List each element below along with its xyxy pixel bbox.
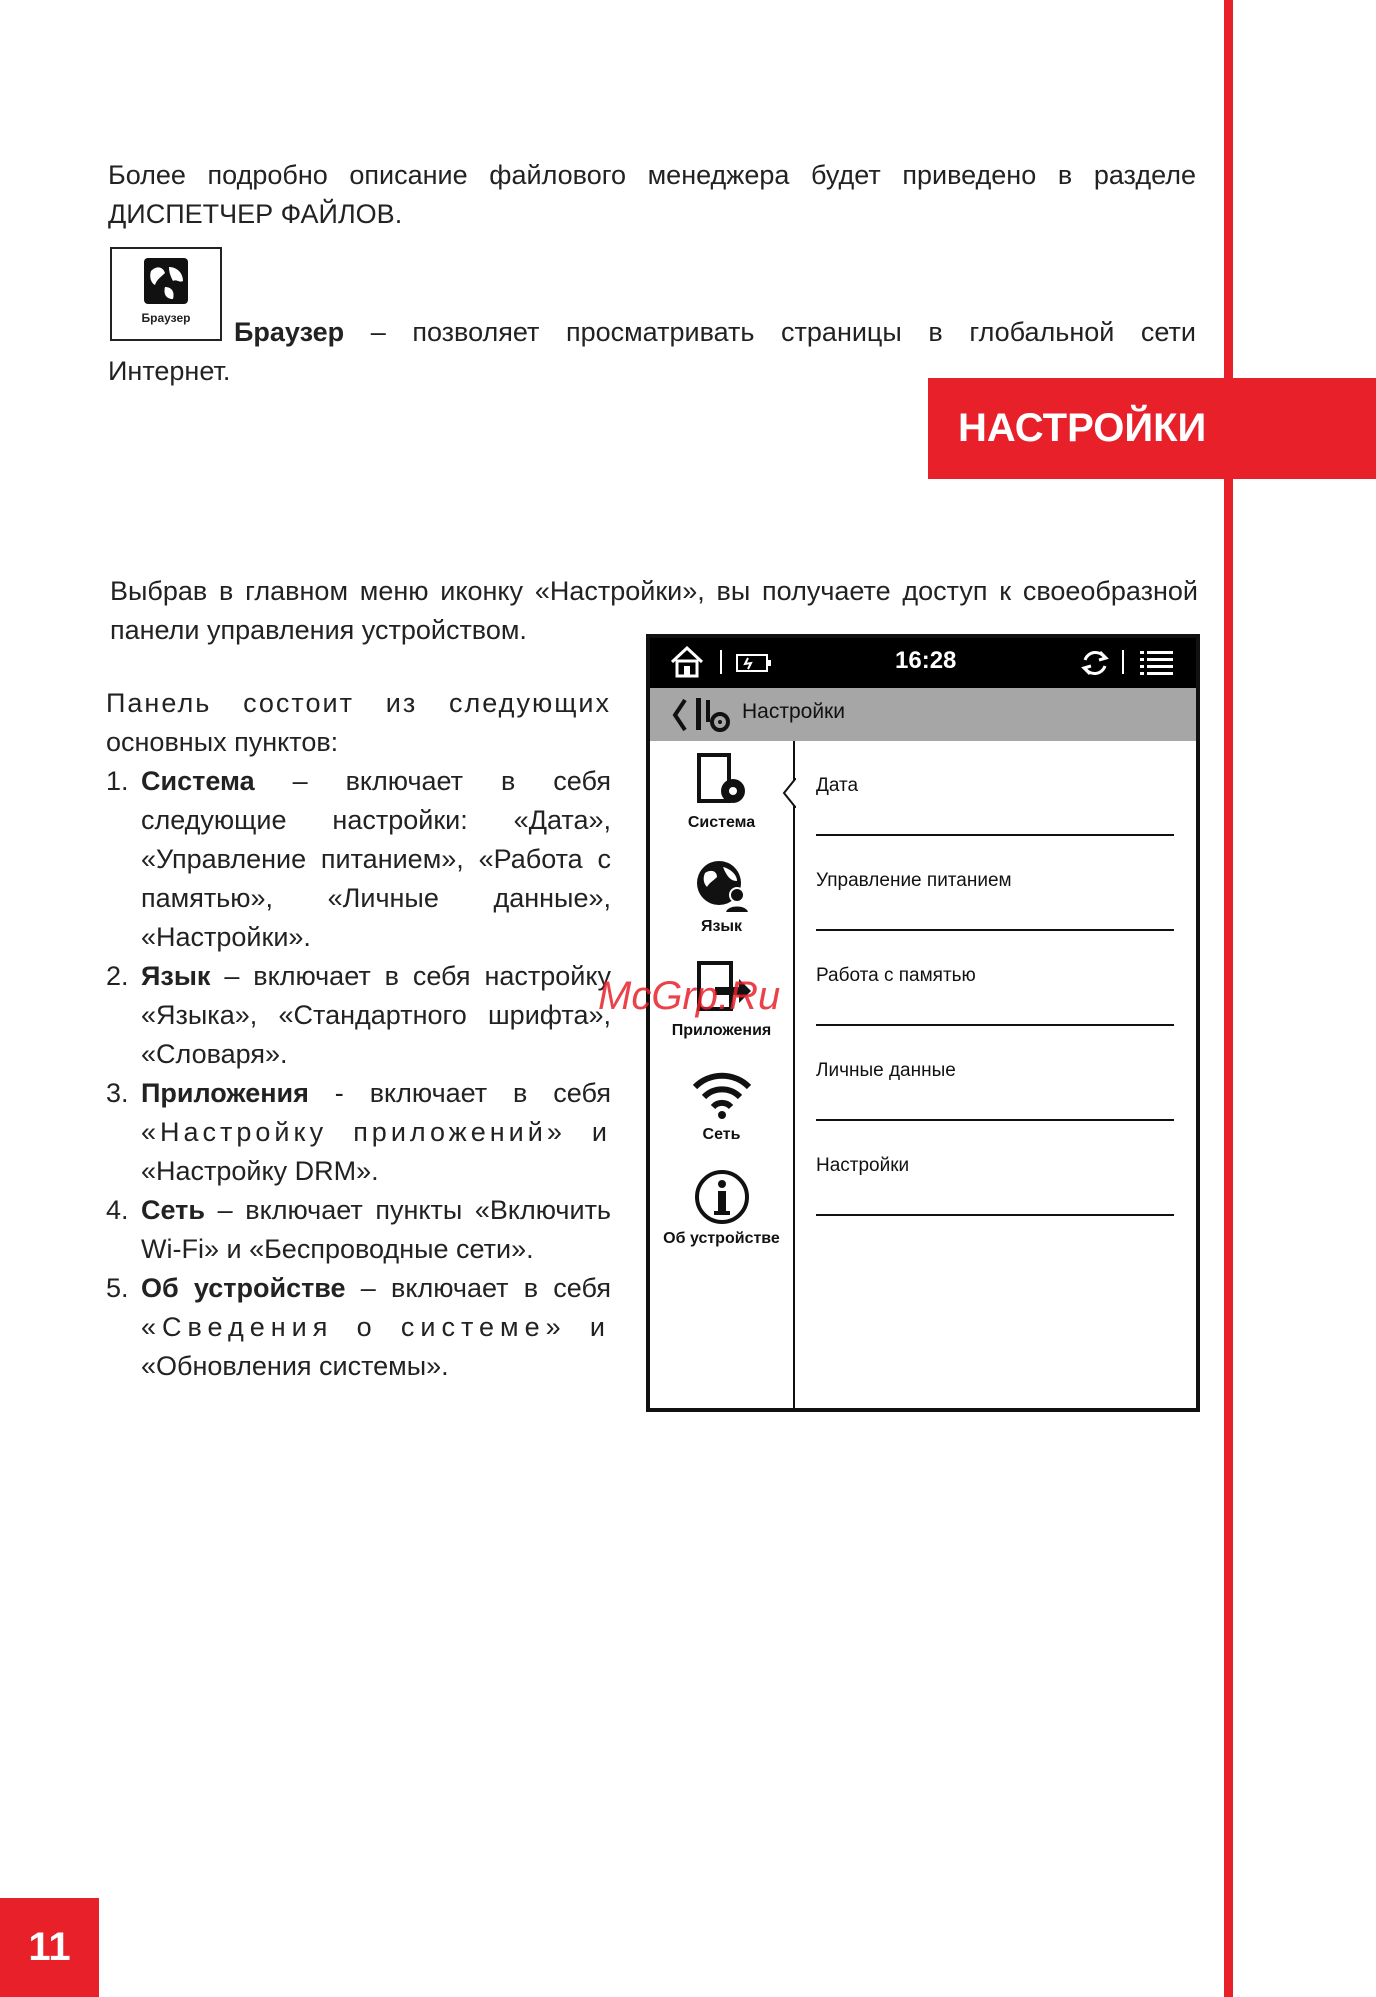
sidebar-item-language[interactable] [650, 857, 793, 936]
list-item-text: «Словаря». [141, 1039, 288, 1069]
list-item-text: следующие настройки: «Дата», [141, 805, 611, 835]
app-export-icon [691, 961, 753, 1017]
home-icon[interactable] [670, 646, 704, 678]
row-label: Дата [816, 775, 859, 796]
intro-paragraph [108, 156, 1196, 234]
settings-rows [816, 741, 1174, 1216]
list-item-title: Язык [141, 961, 211, 991]
row-label: Работа с памятью [816, 965, 976, 986]
settings-row-personal[interactable] [816, 1026, 1174, 1121]
settings-row-settings[interactable] [816, 1121, 1174, 1216]
list-item [106, 1191, 611, 1269]
status-time: 16:28 [895, 647, 957, 674]
section-title: НАСТРОЙКИ [958, 406, 1207, 450]
sidebar-item-label: Язык [700, 918, 743, 935]
list-item-text: «Настройку приложений» и [141, 1117, 611, 1147]
list-item-text: – включает в себя [254, 766, 611, 796]
settings-intro-line-1: Выбрав в главном меню иконку «Настройки», вы получаете доступ к своеобразной [110, 576, 1198, 606]
list-item-text: «Обновления системы». [141, 1351, 449, 1381]
settings-tools-icon [692, 696, 732, 734]
settings-row-date[interactable] [816, 741, 1174, 836]
settings-intro-line-2: панели управления устройством. [110, 615, 527, 645]
list-item [106, 762, 611, 957]
tablet-gear-icon [691, 753, 753, 809]
list-number: 2. [106, 961, 129, 991]
panel-intro [106, 684, 611, 762]
watermark: McGrp.Ru [598, 974, 781, 1018]
browser-icon-label: Браузер [141, 311, 191, 325]
divider [1122, 650, 1124, 674]
sidebar-item-system[interactable] [650, 753, 793, 832]
menu-list-icon[interactable] [1140, 649, 1174, 677]
list-item-title: Система [141, 766, 255, 796]
red-vertical-rule [1224, 0, 1233, 1997]
sidebar-item-label: Сеть [702, 1126, 741, 1143]
back-icon[interactable] [672, 698, 688, 732]
list-item [106, 1269, 611, 1386]
device-screenshot [646, 634, 1200, 1412]
sidebar-item-label: Приложения [671, 1022, 772, 1039]
list-item [106, 1074, 611, 1191]
list-item-text: «Сведения о системе» и [141, 1312, 611, 1342]
wifi-icon [691, 1065, 753, 1121]
settings-list [106, 762, 611, 1386]
settings-sidebar [650, 741, 795, 1408]
globe-icon [143, 257, 189, 305]
section-banner [928, 378, 1376, 479]
list-item-text: – включает в себя настройку [210, 961, 611, 991]
title-bar [650, 688, 1196, 741]
settings-row-power[interactable] [816, 836, 1174, 931]
status-bar [650, 638, 1196, 688]
list-item-text: – включает в себя [345, 1273, 611, 1303]
list-number: 1. [106, 766, 129, 796]
list-item-title: Приложения [141, 1078, 309, 1108]
list-item-text: Wi-Fi» и «Беспроводные сети». [141, 1234, 534, 1264]
list-item-text: «Управление питанием», «Работа с [141, 844, 611, 874]
panel-intro-line-2: основных пунктов: [106, 727, 339, 757]
list-item-text: памятью», «Личные данные», [141, 883, 611, 913]
sidebar-item-label: Система [687, 814, 756, 831]
list-number: 3. [106, 1078, 129, 1108]
list-item-text: - включает в себя [308, 1078, 611, 1108]
row-label: Настройки [816, 1155, 910, 1176]
row-label: Личные данные [816, 1060, 956, 1081]
list-number: 4. [106, 1195, 129, 1225]
list-item-text: – включает пункты «Включить [204, 1195, 611, 1225]
intro-line-1: Более подробно описание файлового менеджера будет приведено в разделе [108, 160, 1196, 190]
intro-line-2: ДИСПЕТЧЕР ФАЙЛОВ. [108, 199, 403, 229]
list-number: 5. [106, 1273, 129, 1303]
row-label: Управление питанием [816, 870, 1012, 891]
sidebar-item-apps[interactable] [650, 961, 793, 1040]
panel-intro-line-1: Панель состоит из следующих [106, 688, 611, 718]
page-number-label: 11 [28, 1925, 71, 1969]
list-item [106, 957, 611, 1074]
list-item-text: «Настройку DRM». [141, 1156, 379, 1186]
browser-line-1 [108, 313, 1196, 352]
sync-icon[interactable] [1080, 648, 1110, 678]
browser-title: Браузер [234, 317, 345, 347]
browser-desc-1: – позволяет просматривать страницы в глобальной сети [344, 317, 1196, 347]
info-icon [691, 1169, 753, 1225]
browser-line-2: Интернет. [108, 356, 231, 386]
title-bar-label: Настройки [742, 700, 845, 723]
sidebar-item-network[interactable] [650, 1065, 793, 1144]
list-item-title: Сеть [141, 1195, 205, 1225]
sidebar-item-label: Об устройстве [663, 1230, 780, 1247]
selection-pointer-icon [782, 778, 796, 808]
settings-row-memory[interactable] [816, 931, 1174, 1026]
battery-icon [736, 653, 772, 673]
page-number [0, 1898, 99, 1997]
list-item-title: Об устройстве [141, 1273, 346, 1303]
list-item-text: «Языка», «Стандартного шрифта», [141, 1000, 611, 1030]
sidebar-item-about[interactable] [650, 1169, 793, 1248]
divider [720, 650, 722, 674]
list-item-text: «Настройки». [141, 922, 311, 952]
globe-user-icon [691, 857, 753, 913]
